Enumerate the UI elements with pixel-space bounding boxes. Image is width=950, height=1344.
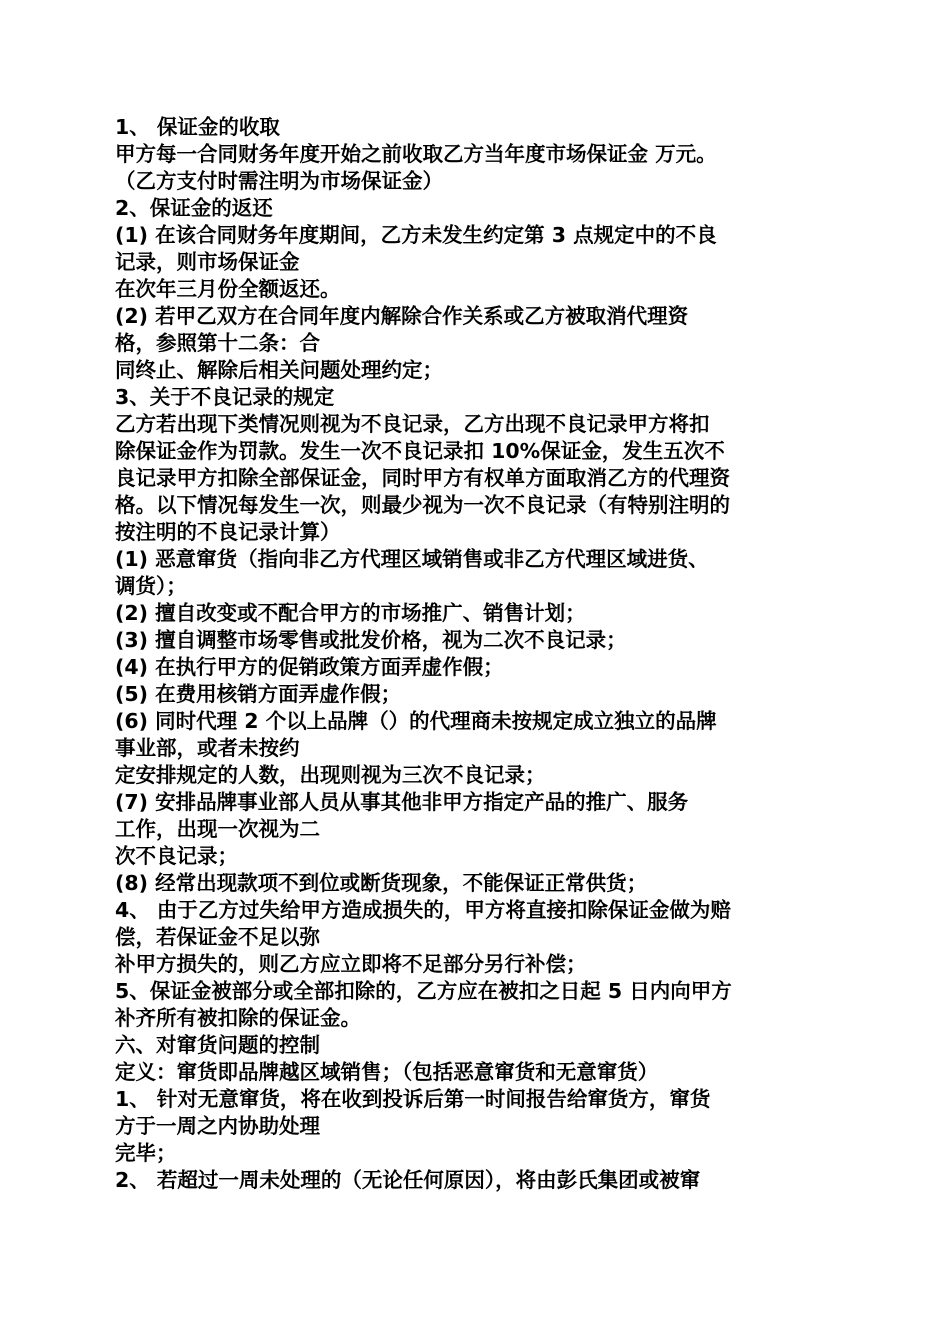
text-line: (3) 擅自调整市场零售或批发价格，视为二次不良记录； xyxy=(115,628,627,652)
text-line: 2、保证金的返还 xyxy=(115,196,273,220)
text-line: 2、 若超过一周未处理的（无论任何原因），将由彭氏集团或被窜 xyxy=(115,1168,701,1192)
text-line: 记录，则市场保证金 xyxy=(115,250,300,274)
text-line: (2) 若甲乙双方在合同年度内解除合作关系或乙方被取消代理资 xyxy=(115,304,689,328)
text-line: 3、关于不良记录的规定 xyxy=(115,385,335,409)
text-line: 事业部，或者未按约 xyxy=(115,736,300,760)
text-line: (6) 同时代理 2 个以上品牌（）的代理商未按规定成立独立的品牌 xyxy=(115,709,717,733)
text-line: 次不良记录； xyxy=(115,844,238,868)
text-line: 5、保证金被部分或全部扣除的，乙方应在被扣之日起 5 日内向甲方 xyxy=(115,979,732,1003)
text-line: 格，参照第十二条：合 xyxy=(115,331,320,355)
text-line: 方于一周之内协助处理 xyxy=(115,1114,320,1138)
text-line: 4、 由于乙方过失给甲方造成损失的，甲方将直接扣除保证金做为赔 xyxy=(115,898,731,922)
text-line: 定安排规定的人数，出现则视为三次不良记录； xyxy=(115,763,546,787)
text-line: 良记录甲方扣除全部保证金，同时甲方有权单方面取消乙方的代理资 xyxy=(115,466,730,490)
text-line: （乙方支付时需注明为市场保证金） xyxy=(115,169,443,193)
text-line: 工作，出现一次视为二 xyxy=(115,817,320,841)
text-line: 同终止、解除后相关问题处理约定； xyxy=(115,358,443,382)
document-body xyxy=(115,114,843,1194)
text-line: (1) 恶意窜货（指向非乙方代理区域销售或非乙方代理区域进货、 xyxy=(115,547,709,571)
text-line: (2) 擅自改变或不配合甲方的市场推广、销售计划； xyxy=(115,601,586,625)
text-line: 调货）； xyxy=(115,574,187,598)
text-line: 定义：窜货即品牌越区域销售；（包括恶意窜货和无意窜货） xyxy=(115,1060,659,1084)
text-line: (1) 在该合同财务年度期间，乙方未发生约定第 3 点规定中的不良 xyxy=(115,223,717,247)
text-line: 六、对窜货问题的控制 xyxy=(115,1033,320,1057)
text-line: 在次年三月份全额返还。 xyxy=(115,277,341,301)
text-line: 除保证金作为罚款。发生一次不良记录扣 10%保证金，发生五次不 xyxy=(115,439,725,463)
text-line: 乙方若出现下类情况则视为不良记录，乙方出现不良记录甲方将扣 xyxy=(115,412,710,436)
text-line: 偿，若保证金不足以弥 xyxy=(115,925,320,949)
text-line: 格。以下情况每发生一次，则最少视为一次不良记录（有特别注明的 xyxy=(115,493,730,517)
text-line: 补齐所有被扣除的保证金。 xyxy=(115,1006,361,1030)
text-line: 1、 针对无意窜货，将在收到投诉后第一时间报告给窜货方，窜货 xyxy=(115,1087,711,1111)
text-line: (7) 安排品牌事业部人员从事其他非甲方指定产品的推广、服务 xyxy=(115,790,689,814)
text-line: 1、 保证金的收取 xyxy=(115,115,280,139)
text-line: 补甲方损失的，则乙方应立即将不足部分另行补偿； xyxy=(115,952,587,976)
text-line: (8) 经常出现款项不到位或断货现象，不能保证正常供货； xyxy=(115,871,648,895)
text-line: 完毕； xyxy=(115,1141,177,1165)
text-line: (4) 在执行甲方的促销政策方面弄虚作假； xyxy=(115,655,504,679)
text-line: 甲方每一合同财务年度开始之前收取乙方当年度市场保证金 万元。 xyxy=(115,142,717,166)
text-line: 按注明的不良记录计算） xyxy=(115,520,341,544)
text-line: (5) 在费用核销方面弄虚作假； xyxy=(115,682,402,706)
